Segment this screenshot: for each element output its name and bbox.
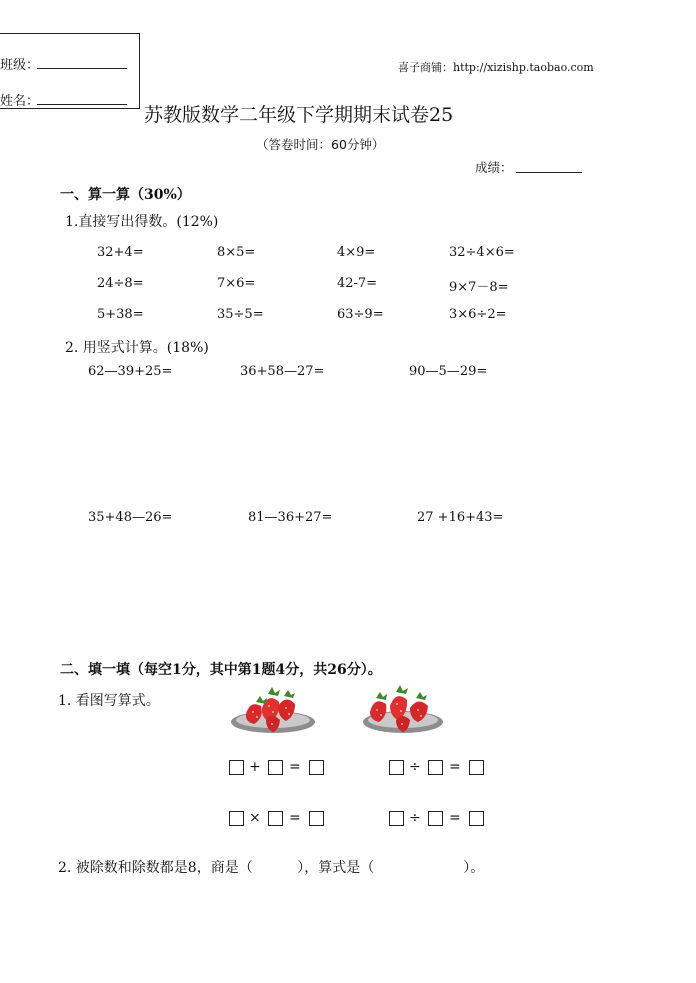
vertical-calc-item: 62—39+25= <box>88 364 173 379</box>
answer-box[interactable] <box>309 811 324 826</box>
question-2-1-title: 1. 看图写算式。 <box>58 693 160 709</box>
multiply-sign: × <box>249 810 261 826</box>
equals-sign: = <box>289 759 301 775</box>
section-2-heading: 二、填一填（每空1分，其中第1题4分，共26分）。 <box>60 662 382 678</box>
answer-box[interactable] <box>428 811 443 826</box>
equals-sign: = <box>289 810 301 826</box>
strawberry-plate-image <box>360 684 446 736</box>
question-1-1-title: 1.直接写出得数。(12%) <box>65 214 219 230</box>
exam-time: （答卷时间：60分钟） <box>256 137 385 152</box>
name-label: 姓名： <box>0 94 40 109</box>
math-item: 4×9= <box>337 245 376 260</box>
vertical-calc-item: 36+58—27= <box>240 364 325 379</box>
math-item: 24÷8= <box>97 276 144 291</box>
score-field[interactable] <box>516 172 582 173</box>
question-1-2-title: 2. 用竖式计算。(18%) <box>65 340 209 356</box>
math-item: 5+38= <box>97 307 144 322</box>
answer-box[interactable] <box>268 760 283 775</box>
math-item: 63÷9= <box>337 307 384 322</box>
math-item: 35÷5= <box>217 307 264 322</box>
vertical-calc-item: 90—5—29= <box>409 364 488 379</box>
answer-box[interactable] <box>389 760 404 775</box>
math-item: 32÷4×6= <box>449 245 515 260</box>
answer-box[interactable] <box>469 760 484 775</box>
shop-info: 喜子商铺：http://xizishp.taobao.com <box>398 61 594 74</box>
math-item: 3×6÷2= <box>449 307 507 322</box>
vertical-calc-item: 27 +16+43= <box>417 510 504 525</box>
answer-box[interactable] <box>268 811 283 826</box>
vertical-calc-item: 81—36+27= <box>248 510 333 525</box>
math-item: 7×6= <box>217 276 256 291</box>
answer-box[interactable] <box>389 811 404 826</box>
name-field[interactable] <box>37 104 127 105</box>
math-item: 32+4= <box>97 245 144 260</box>
divide-sign: ÷ <box>409 810 421 826</box>
divide-sign: ÷ <box>409 759 421 775</box>
plus-sign: + <box>249 759 261 775</box>
class-field[interactable] <box>37 68 127 69</box>
math-item: 42-7= <box>337 276 378 291</box>
question-2-2-text: 2. 被除数和除数都是8，商是（ ），算式是（ ）。 <box>58 860 485 876</box>
answer-box[interactable] <box>229 811 244 826</box>
answer-box[interactable] <box>428 760 443 775</box>
answer-box[interactable] <box>309 760 324 775</box>
vertical-calc-item: 35+48—26= <box>88 510 173 525</box>
math-item: 8×5= <box>217 245 256 260</box>
page-title: 苏教版数学二年级下学期期末试卷25 <box>144 104 454 126</box>
answer-box[interactable] <box>229 760 244 775</box>
strawberry-plate-image <box>228 684 318 736</box>
class-label: 班级： <box>0 58 40 73</box>
math-item: 9×7－8= <box>449 280 509 295</box>
score-label: 成绩： <box>475 160 513 175</box>
equals-sign: = <box>449 759 461 775</box>
equals-sign: = <box>449 810 461 826</box>
answer-box[interactable] <box>469 811 484 826</box>
section-1-heading: 一、算一算（30%） <box>60 187 191 203</box>
